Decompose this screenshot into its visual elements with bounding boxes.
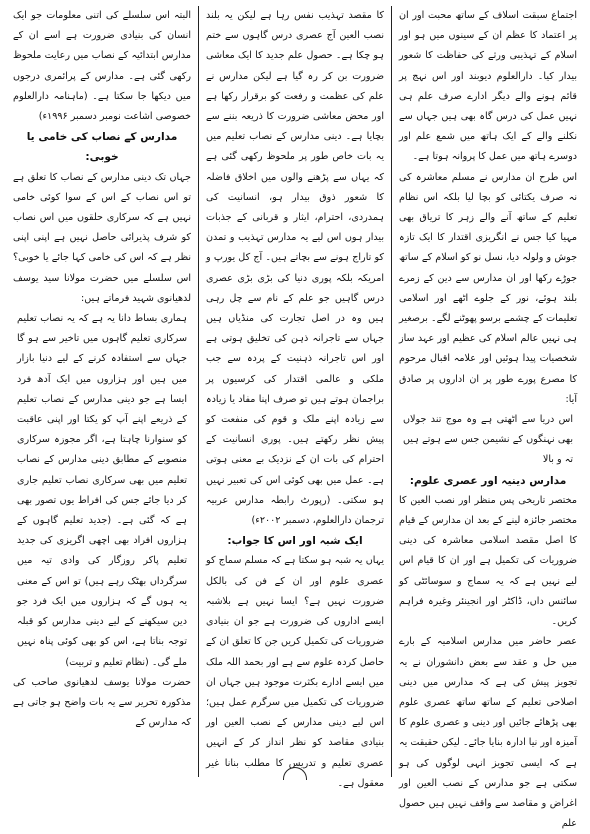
paragraph: مختصر تاریخی پس منظر اور نصب العین کا مختصر جائزہ لینے کے بعد ان مدارس کے قیام کا اصل مقصد اسلامی معاشرہ کی دینی ضروریات کی تکمیل ہے اور ان کا قیام اس لیے نہیں ہے کہ یہ سماج و سوسائٹی کو سائنس داں، ڈاکٹر اور انجینئر وغیرہ فراہم کریں۔ — [399, 494, 577, 628]
paragraph: البتہ اس سلسلے کی اتنی معلومات جو ایک انسان کی بنیادی ضرورت ہے اسے ان کے مدارس ابتدائیہ کے نصاب میں رعایت ملحوظ رکھی گئی ہے۔ مدارس کے پرائمری درجوں میں دیکھا جا سکتا ہے۔ (ماہنامہ دارالعلوم خصوصی اشاعت نومبر دسمبر ۱۹۹۶ء) — [13, 10, 191, 123]
paragraph: حضرت مولانا یوسف لدھیانوی صاحب کی مذکورہ تحریر سے یہ بات واضح ہو جاتی ہے کہ مدارس کے — [13, 676, 191, 729]
paragraph: اجتماع سبقت اسلاف کے ساتھ محبت اور ان پر اعتماد کا عظم ان کے سینوں میں ہو اور اسلام کے تہذیبی ورثے کی حفاظت کا شعور بیدار کیا۔ دارالعلوم دیوبند اور اس نہج پر قائم ہونے والے دیگر ادارے صرف علم ہی نہیں عمل کی درس گاہ بھی ہیں جہاں سے نکلنے والے کے ایک ہاتھ میں شمع علم اور دوسرے ہاتھ میں عمل کا پروانہ ہوتا ہے۔ — [399, 10, 577, 163]
paragraph: اس طرح ان مدارس نے مسلم معاشرہ کی نہ صرف یکتائی کو بچا لیا بلکہ اس نظام تعلیم کے ساتھ آنے والے زہر کا تریاق بھی مہیا کیا جس نے انگریزی اقتدار کا ایک تازہ جوش و ولولہ دیا، نسل نو کو اسلام کے ساتھ جوڑے رکھا اور ان مدارس سے دین کے زمرے بلند ہوئے، نور کے جلوے اٹھے اور اسلامی تعلیمات کے چشمے برسو پھوٹنے لگے۔ برصغیر ہی نہیں عالم اسلام کی عظیم اور عہد ساز شخصیات پیدا ہوئیں اور علامہ اقبال مرحوم کا مصرع پورے طور پر ان اداروں پر صادق آیا: — [399, 171, 577, 405]
block-quote: ہماری بساط دانا یہ ہے کہ یہ نصاب تعلیم سرکاری تعلیم گاہوں میں تاخیر سے ہو گا جہاں سے استفادہ کرنے کے لیے دنیا بازار میں ہیں اور ہزاروں میں ایک آدھ فرد ایسا ہے جو دینی مدارس کے نصاب تعلیم کے ذریعے اپنے آپ کو یکتا اور اپنی عاقبت کو سنوارنا چاہتا ہے، اگر مجوزہ سرکاری منصوبے کے مطابق دینی مدارس کے نصاب تعلیم میں بھی سرکاری نصاب تعلیم جاری کر دیا جائے جس کی افراط یوں تصور بھی ہے کہ گئی ہے۔ (جدید تعلیم گاہوں کے ہزاروں افراد بھی اچھی اگریزی کی جدید تعلیم پاکر روزگار کی وادی تیہ میں سرگرداں بھٹک رہے ہیں) تو اس کے معنی یہ ہوں گے کہ ہزاروں میں ایک فرد جو دین سیکھنے کے لیے دینی مدارس کو قبلہ توجہ بناتا ہے، اس کو بھی کوئی پناہ نہیں ملے گی۔ (نظام تعلیم و تربیت) — [17, 313, 187, 668]
section-heading: مدارس دینیہ اور عصری علوم: — [409, 474, 567, 487]
column-middle — [199, 6, 392, 789]
paragraph: کا مقصد تہذیب نفس رہا ہے لیکن یہ بلند نصب العین آج عصری درس گاہوں سے ختم ہو چکا ہے۔ حصول علم جدید کا ایک معاشی ضرورت بن کر رہ گیا ہے لیکن مدارس نے علم کی عظمت و رفعت کو برقرار رکھا ہے اور محض معاشی ضرورت کا ذریعہ بننے سے بچایا ہے۔ دینی مدارس کے نصاب تعلیم میں یہ بات خاص طور پر ملحوظ رکھی گئی ہے کہ یہاں سے پڑھنے والوں میں اخلاق فاضلہ کا شعور ذوق بیدار ہو، انسانیت کی ہمدردی، احترام، ایثار و قربانی کے جذبات بیدار ہوں اس لیے یہ مدارس تہذیب و تمدن کو تاراج ہونے سے بچاتے ہیں۔ آج کل یورپ و امریکہ بلکہ پوری دنیا کی بڑی بڑی عصری درس گاہیں جو علم کے نام سے چل رہی ہیں وہ در اصل تجارت کی منڈیاں ہیں جہاں سے تاجرانہ ذہن کی تخلیق ہوتی ہے اور اس تاجرانہ ذہنیت کے پردہ سے جب ملکی و عالمی اقتدار کی کرسیوں پر براجمان ہوتے ہیں تو صرف اپنا مفاد یا زیادہ سے زیادہ اپنے ملک و قوم کی منفعت کو پیش نظر رکھتے ہیں۔ پوری انسانیت کے احترام کی بات ان کے نزدیک بے معنی ہوتی ہے۔ عمل میں بھی کوئی اس کی تعبیر نہیں ہو سکتی۔ (رپورٹ رابطہ مدارس عربیہ ترجمان دارالعلوم، دسمبر ۲۰۰۲ء) — [206, 10, 384, 527]
poetry-verse: اس دریا سے اٹھتی ہے وہ موج تند جولاں بھی نہنگوں کے نشیمن جس سے ہوتے ہیں تہ و بالا — [403, 414, 573, 466]
section-heading: ایک شبہ اور اس کا جواب: — [227, 535, 363, 548]
column-right — [392, 6, 584, 830]
text-columns — [6, 6, 584, 830]
paragraph: عصر حاضر میں مدارس اسلامیہ کے بارے میں حل و عقد سے بعض دانشوران نے یہ تجویز پیش کی ہے کہ مدارس میں دینی اصلاحی تعلیم کے ساتھ ساتھ عصری علوم بھی پڑھائے جائیں اور دینی و عصری علوم کا آمیزہ اور نیا ادارہ بنایا جائے۔ لیکن حقیقت یہ ہے کہ ایسی تجویز انہی لوگوں کی ہو سکتی ہے جو مدارس کے نصب العین اور اغراض و مقاصد سے واقف نہیں ہیں حصول علم — [399, 636, 577, 830]
column-left — [6, 6, 199, 777]
paragraph: یہاں یہ شبہ ہو سکتا ہے کہ مسلم سماج کو عصری علوم اور ان کے فن کی بالکل ضرورت نہیں ہے؟ ایسا نہیں ہے بلاشبہ ایسے اداروں کی ضرورت ہے جو ان بنیادی ضروریات کی تکمیل کریں جن کا تعلق ان کے حاصل کردہ علوم سے ہے اور بحمد اللہ ملک میں ایسے ادارے بکثرت موجود ہیں جہاں ان ضروریات کی تکمیل میں سرگرم عمل ہیں؛ اس لیے دینی مدارس کے نصب العین اور بنیادی مقاصد کو نظر انداز کر کے انہیں عصری تعلیم و تدریس کا مطلب بنانا غیر معقول ہے۔ — [206, 555, 384, 789]
paragraph: جہاں تک دینی مدارس کے نصاب کا تعلق ہے تو اس نصاب کے اس کے سوا کوئی خامی نہیں ہے کہ سرکاری حلقوں میں اس نصاب کو شرف پذیرائی حاصل نہیں ہے اپنی اپنی نظر ہے کہ اس کی خامی کہا جائے یا خوبی؟ اس سلسلے میں حضرت مولانا سید یوسف لدھیانوی شہید فرماتے ہیں: — [13, 171, 191, 304]
section-heading: مدارس کے نصاب کی خامی یا خوبی: — [26, 131, 178, 164]
